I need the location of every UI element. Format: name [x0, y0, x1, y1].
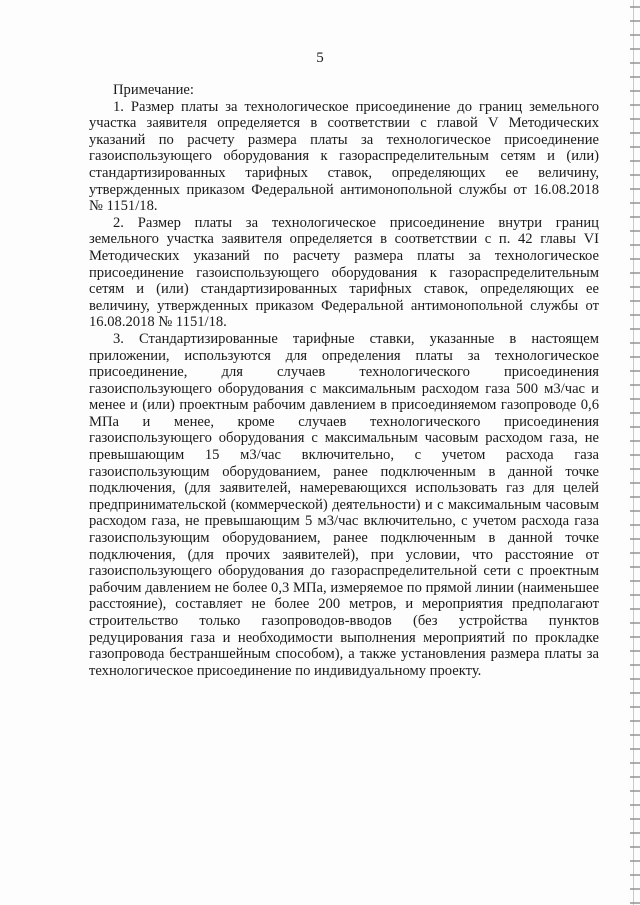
page-number: 5 — [316, 50, 324, 66]
note-label: Примечание: — [113, 82, 194, 98]
note-paragraph-2: 2. Размер платы за технологическое присоединение внутри границ земельного участка заявителя определяется в соответствии с п. 42 главы VI Методических указаний по расчету размера платы за технологическое присоединение газоиспользующего оборудования к газораспределительным сетям и (или) стандартизированных тарифных ставок, определяющих ее величину, утвержденных приказом Федеральной антимонопольной службы от 16.08.2018 № 1151/18. — [89, 214, 599, 331]
note-section — [89, 82, 599, 679]
scan-edge-binding — [630, 0, 640, 905]
note-paragraph-1: 1. Размер платы за технологическое присоединение до границ земельного участка заявителя определяется в соответствии с главой V Методических указаний по расчету размера платы за технологическое присоединение газоиспользующего оборудования к газораспределительным сетям и (или) стандартизированных тарифных ставок, определяющих ее величину, утвержденных приказом Федеральной антимонопольной службы от 16.08.2018 № 1151/18. — [89, 98, 599, 215]
note-paragraph-3: 3. Стандартизированные тарифные ставки, указанные в настоящем приложении, используются для определения платы за технологическое присоединение, для случаев технологического присоединения газоиспользующего оборудования с максимальным расходом газа 500 м3/час и менее и (или) проектным рабочим давлением в присоединяемом газопроводе 0,6 МПа и менее, кроме случаев технологического присоединения газоиспользующего оборудования с максимальным часовым расходом газа, не превышающим 15 м3/час включительно, с учетом расхода газа газоиспользующим оборудованием, ранее подключенным в данной точке подключения, (для заявителей, намеревающихся использовать газ для целей предпринимательской (коммерческой) деятельности) и с максимальным часовым расходом газа, не превышающим 5 м3/час включительно, с учетом расхода газа газоиспользующим оборудованием, ранее подключенным в данной точке подключения, (для прочих заявителей), при условии, что расстояние от газоиспользующего оборудования до газораспределительной сети с проектным рабочим давлением не более 0,3 МПа, измеряемое по прямой линии (наименьшее расстояние), составляет не более 200 метров, и мероприятия предполагают строительство только газопроводов-вводов (без устройства пунктов редуцирования газа и необходимости выполнения мероприятий по прокладке газопровода бестраншейным способом), а также установления размера платы за технологическое присоединение по индивидуальному проекту. — [89, 330, 599, 679]
scan-edge-line — [633, 0, 634, 905]
